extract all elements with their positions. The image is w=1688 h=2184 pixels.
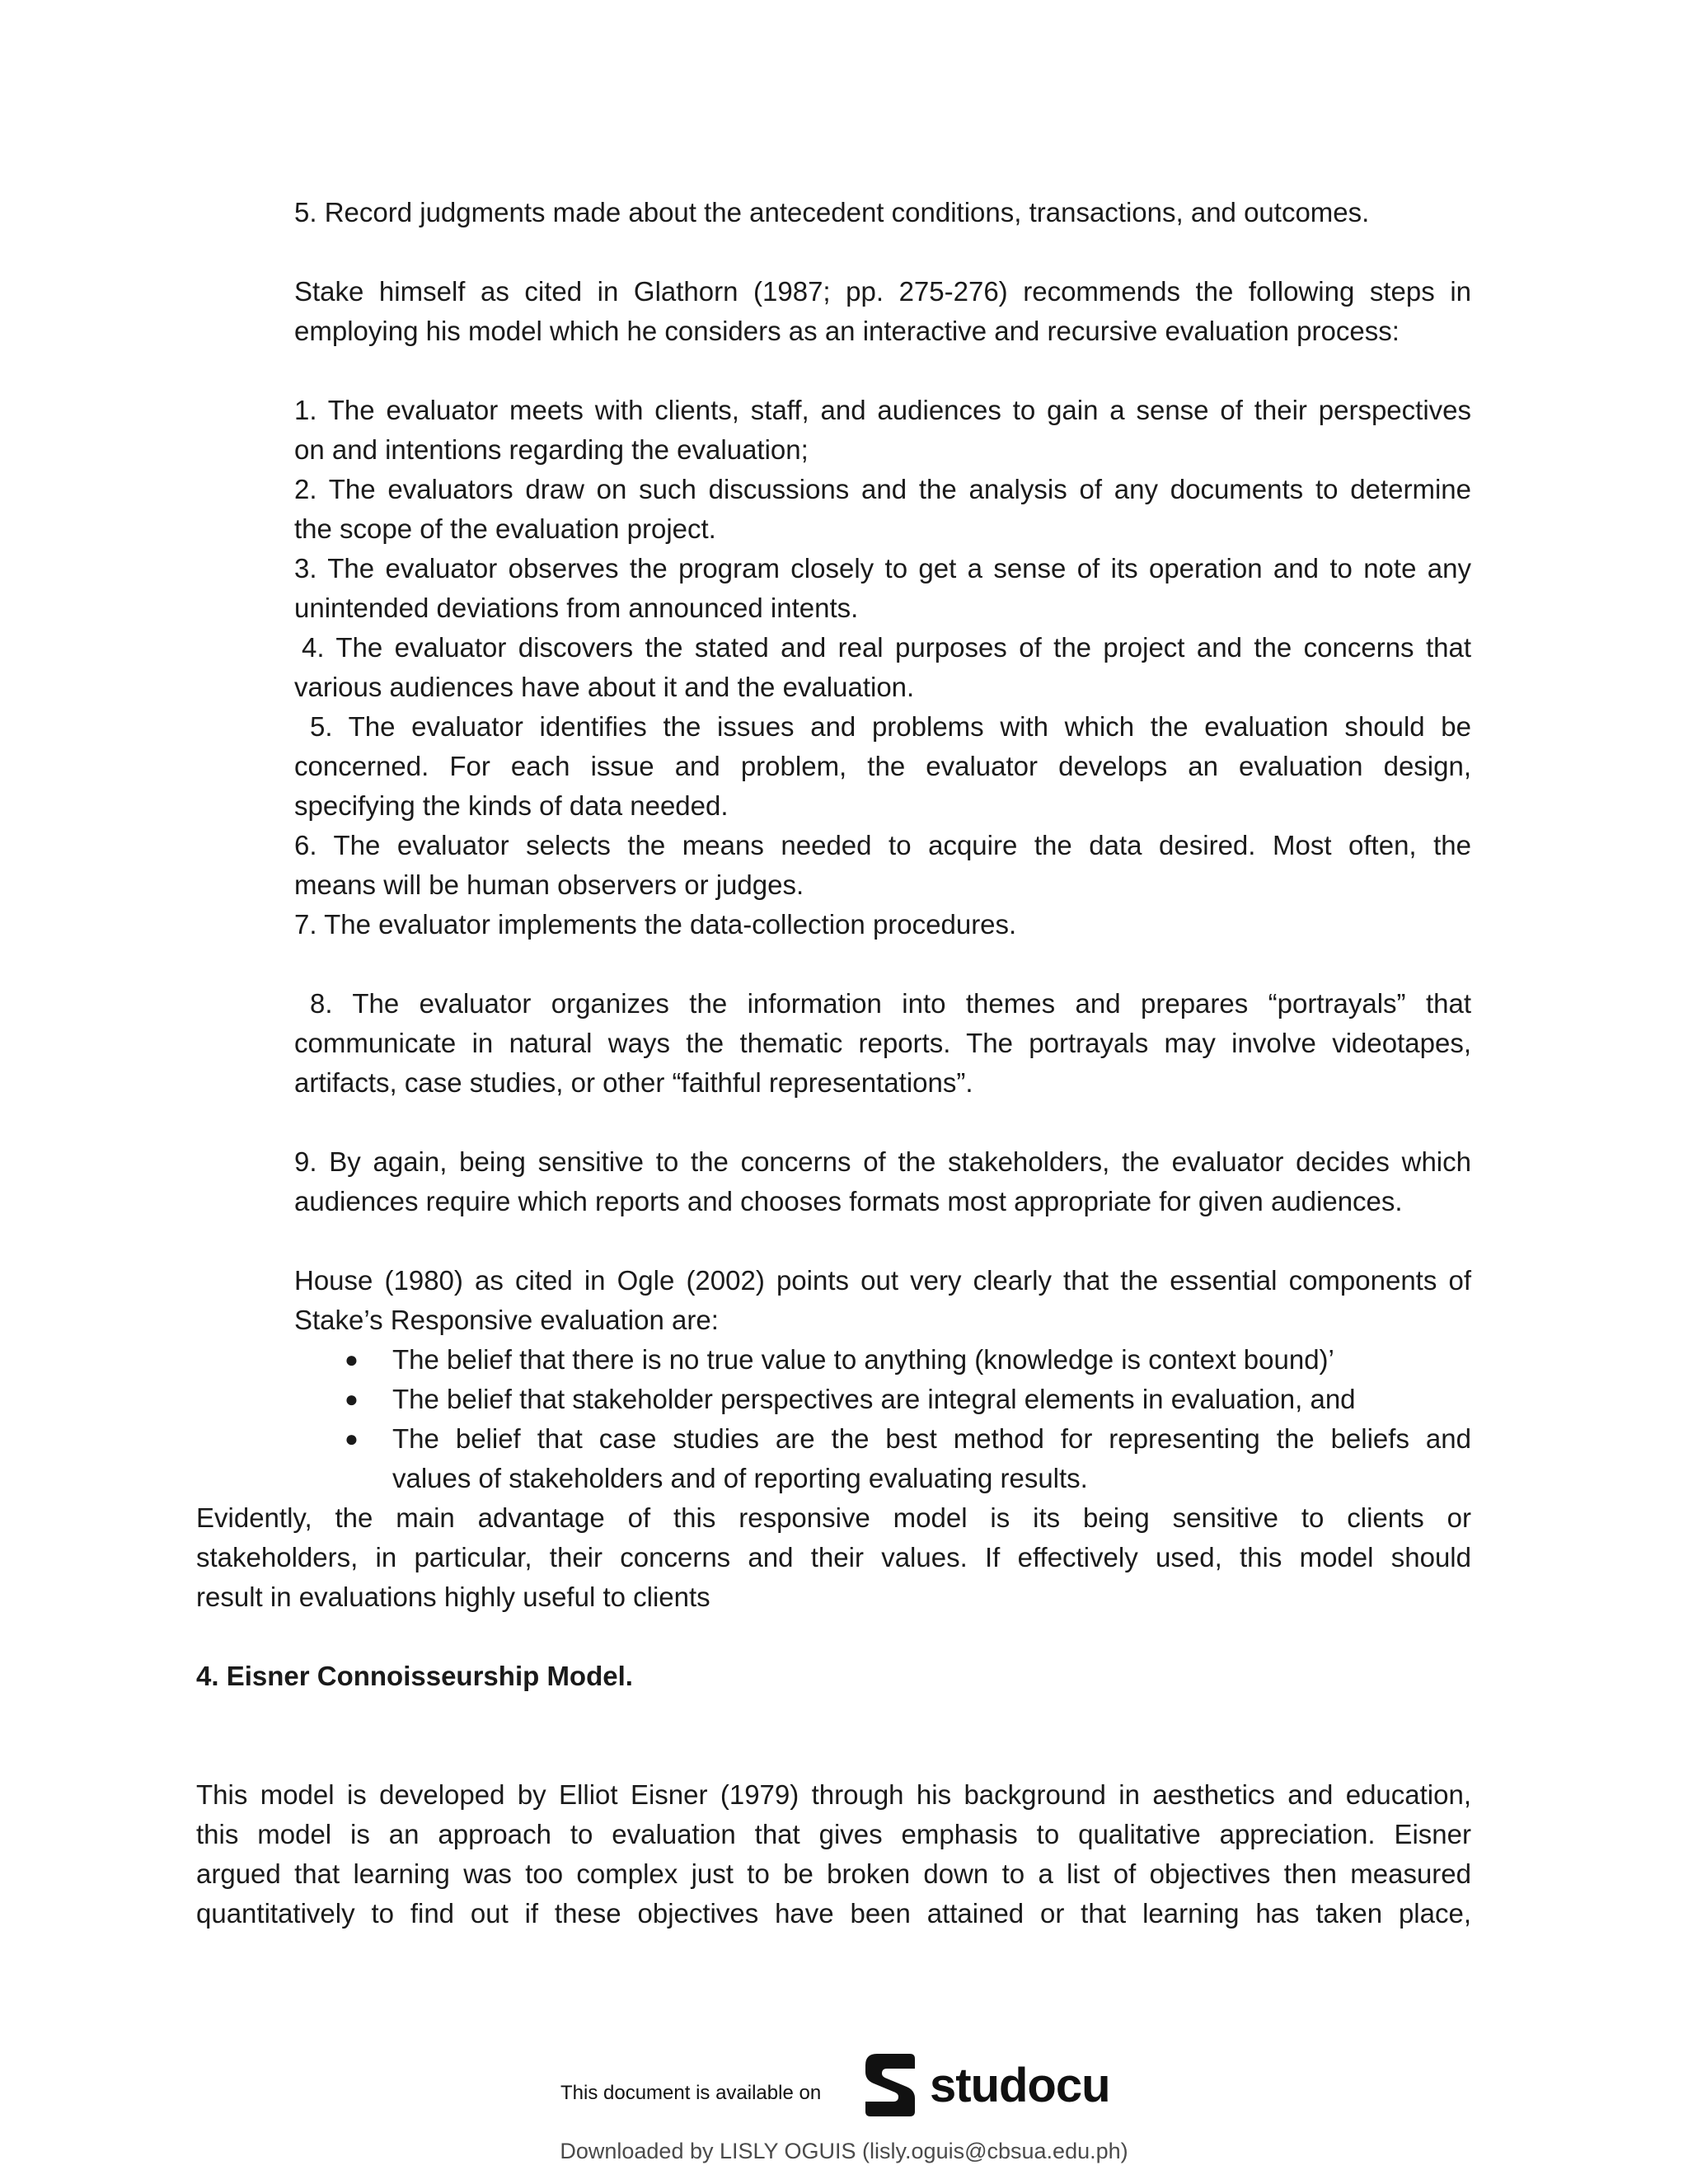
list-item-line: 9. By again, being sensitive to the concerns of the stakeholders, the evaluator decides which xyxy=(294,1146,1471,1177)
list-item-line: concerned. For each issue and problem, the evaluator develops an evaluation design, xyxy=(294,751,1471,781)
list-item-line: various audiences have about it and the evaluation. xyxy=(294,672,915,702)
list-item-line: on and intentions regarding the evaluation; xyxy=(294,434,809,465)
bullet-icon: ● xyxy=(345,1347,359,1372)
paragraph-line: quantitatively to find out if these objectives have been attained or that learning has taken place, xyxy=(196,1898,1471,1929)
paragraph-line: employing his model which he considers as an interactive and recursive evaluation process: xyxy=(294,316,1400,346)
list-item-line: the scope of the evaluation project. xyxy=(294,513,716,544)
paragraph-line: This model is developed by Elliot Eisner (1979) through his background in aesthetics and education, xyxy=(196,1779,1471,1810)
paragraph-line: stakeholders, in particular, their concerns and their values. If effectively used, this model should xyxy=(196,1542,1471,1572)
list-item-line: unintended deviations from announced intents. xyxy=(294,593,859,623)
bullet-item: values of stakeholders and of reporting evaluating results. xyxy=(392,1463,1088,1493)
bullet-icon: ● xyxy=(345,1426,359,1451)
list-item-line: means will be human observers or judges. xyxy=(294,869,804,900)
paragraph-line: House (1980) as cited in Ogle (2002) points out very clearly that the essential components of xyxy=(294,1265,1471,1296)
list-item-line: 8. The evaluator organizes the information into themes and prepares “portrayals” that xyxy=(310,988,1471,1019)
bullet-icon: ● xyxy=(345,1386,359,1412)
paragraph-line: argued that learning was too complex just to be broken down to a list of objectives then measured xyxy=(196,1858,1471,1889)
list-item-line: artifacts, case studies, or other “faithful representations”. xyxy=(294,1067,973,1098)
list-item-line: 3. The evaluator observes the program closely to get a sense of its operation and to note any xyxy=(294,553,1471,583)
studocu-logo[interactable] xyxy=(862,2050,1110,2120)
paragraph-line: Evidently, the main advantage of this responsive model is its being sensitive to clients or xyxy=(196,1502,1471,1533)
paragraph-line: Stake himself as cited in Glathorn (1987; pp. 275-276) recommends the following steps in xyxy=(294,276,1471,307)
list-item-line: 2. The evaluators draw on such discussions and the analysis of any documents to determine xyxy=(294,474,1471,504)
studocu-logo-icon xyxy=(862,2050,918,2120)
list-item-line: 7. The evaluator implements the data-collection procedures. xyxy=(294,909,1017,940)
list-item-line: 1. The evaluator meets with clients, staff, and audiences to gain a sense of their perspectives xyxy=(294,395,1471,425)
studocu-logo-text: studocu xyxy=(930,2058,1110,2112)
downloaded-by-text: Downloaded by LISLY OGUIS (lisly.oguis@cbsua.edu.ph) xyxy=(560,2139,1128,2163)
list-item-line: 6. The evaluator selects the means needed to acquire the data desired. Most often, the xyxy=(294,830,1471,860)
bullet-item: The belief that case studies are the best method for representing the beliefs and xyxy=(392,1423,1471,1454)
list-item-line: audiences require which reports and chooses formats most appropriate for given audiences. xyxy=(294,1186,1403,1216)
list-item-line: communicate in natural ways the thematic reports. The portrayals may involve videotapes, xyxy=(294,1028,1471,1058)
bullet-item: The belief that there is no true value to anything (knowledge is context bound)’ xyxy=(392,1344,1334,1375)
list-item-line: specifying the kinds of data needed. xyxy=(294,790,729,821)
bullet-item: The belief that stakeholder perspectives are integral elements in evaluation, and xyxy=(392,1384,1356,1414)
paragraph-line: this model is an approach to evaluation that gives emphasis to qualitative appreciation. Eisner xyxy=(196,1819,1471,1849)
list-item-line: 5. The evaluator identifies the issues and problems with which the evaluation should be xyxy=(310,711,1471,742)
footer-available-text: This document is available on xyxy=(560,2082,822,2104)
paragraph-line: result in evaluations highly useful to clients xyxy=(196,1582,710,1612)
list-item-line: 4. The evaluator discovers the stated and real purposes of the project and the concerns that xyxy=(302,632,1471,663)
paragraph-line: Stake’s Responsive evaluation are: xyxy=(294,1305,719,1335)
paragraph-line: 5. Record judgments made about the antecedent conditions, transactions, and outcomes. xyxy=(294,197,1370,227)
section-heading: 4. Eisner Connoisseurship Model. xyxy=(196,1661,633,1691)
